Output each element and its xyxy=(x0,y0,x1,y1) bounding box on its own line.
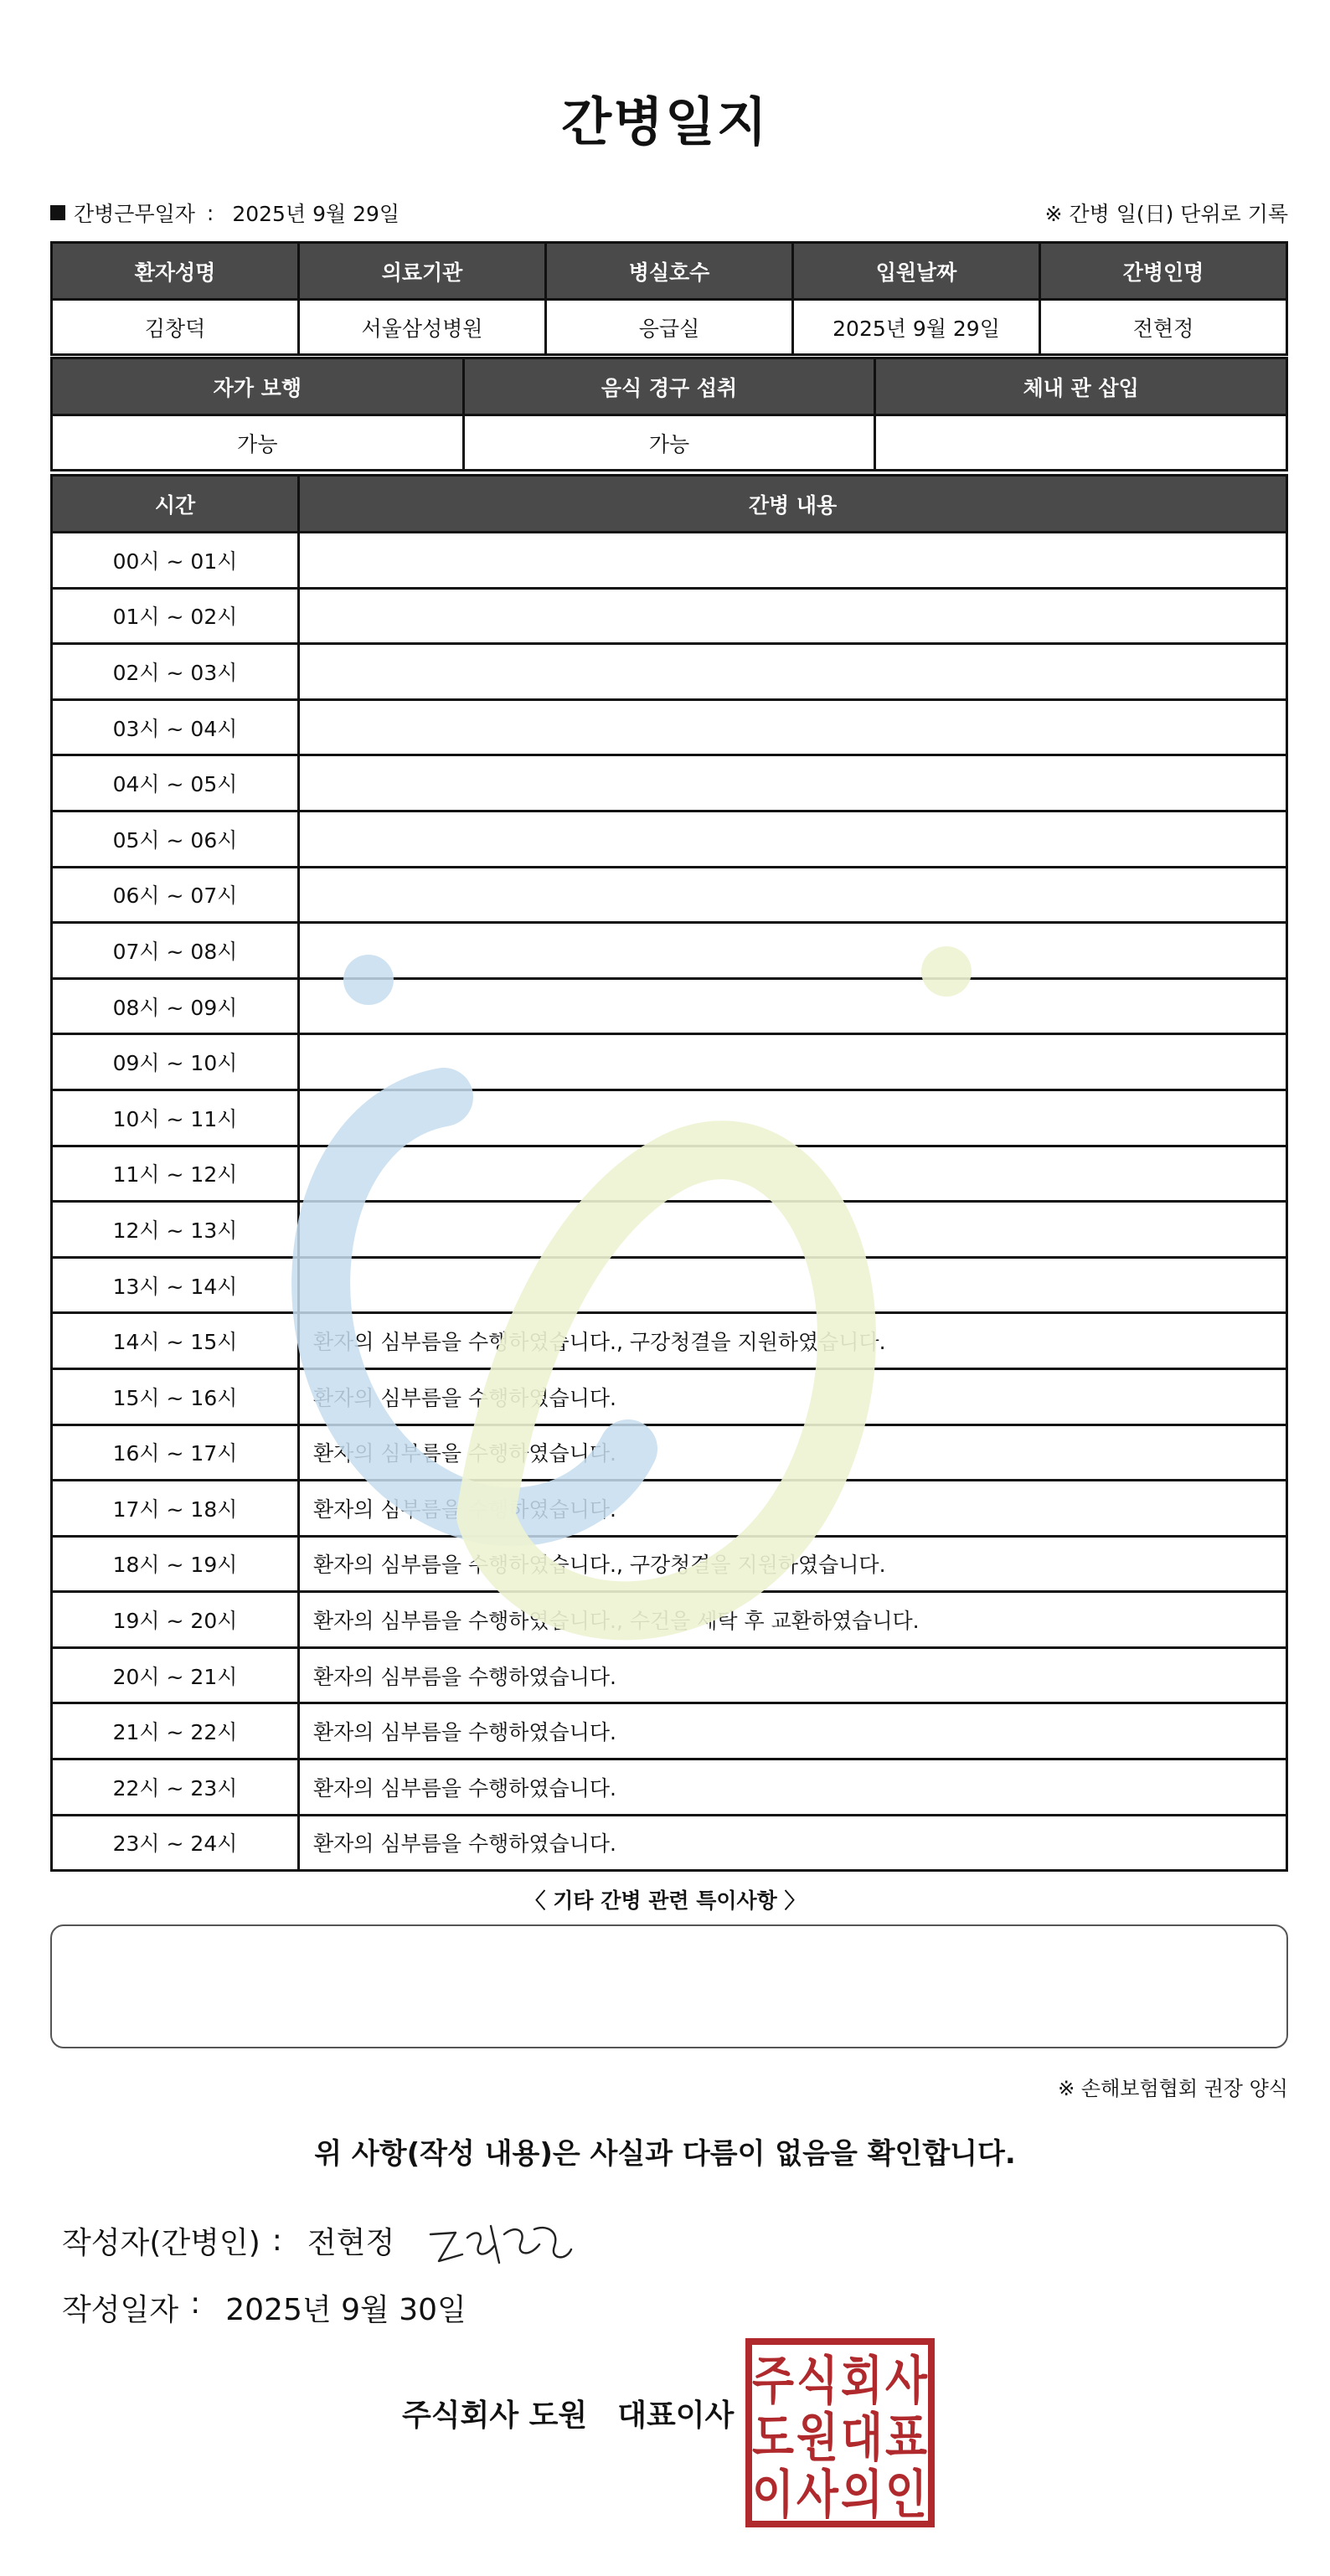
seal-character: 사 xyxy=(796,2464,839,2525)
seal-character: 의 xyxy=(841,2464,883,2525)
seal-character: 이 xyxy=(752,2464,794,2525)
care-content-cell: 환자의 심부름을 수행하였습니다. xyxy=(299,1481,1287,1537)
care-content-cell: 환자의 심부름을 수행하였습니다. xyxy=(299,1759,1287,1816)
table-row xyxy=(52,811,1287,867)
confirmation-statement: 위 사항(작성 내용)은 사실과 다름이 없음을 확인합니다. xyxy=(314,2137,1016,2171)
seal-character: 대 xyxy=(841,2407,883,2468)
table-row xyxy=(52,1759,1287,1816)
value-tube-insertion xyxy=(875,415,1287,471)
table-row xyxy=(52,1090,1287,1146)
work-date-value: 2025년 9월 29일 xyxy=(232,202,400,226)
table-row xyxy=(52,1425,1287,1481)
time-cell: 07시 ~ 08시 xyxy=(52,923,299,979)
value-oral-intake: 가능 xyxy=(463,415,875,471)
time-cell: 04시 ~ 05시 xyxy=(52,755,299,811)
time-cell: 03시 ~ 04시 xyxy=(52,699,299,755)
care-content-cell: 환자의 심부름을 수행하였습니다. xyxy=(299,1703,1287,1759)
table-row xyxy=(52,1815,1287,1871)
handwritten-signature xyxy=(424,2209,575,2276)
writer-line xyxy=(62,2219,394,2262)
time-cell: 11시 ~ 12시 xyxy=(52,1146,299,1202)
table-row xyxy=(52,1034,1287,1090)
table-row xyxy=(52,755,1287,811)
time-cell: 13시 ~ 14시 xyxy=(52,1257,299,1313)
time-cell: 06시 ~ 07시 xyxy=(52,867,299,923)
unit-note: ※ 간병 일(日) 단위로 기록 xyxy=(1044,202,1288,226)
care-content-cell xyxy=(299,811,1287,867)
table-row xyxy=(52,1202,1287,1258)
company-signature-line xyxy=(402,2392,734,2434)
care-content-cell xyxy=(299,1257,1287,1313)
work-date-line xyxy=(50,198,400,228)
seal-character: 회 xyxy=(841,2350,883,2411)
care-log-table xyxy=(50,474,1288,1872)
care-content-cell xyxy=(299,867,1287,923)
time-cell: 10시 ~ 11시 xyxy=(52,1090,299,1146)
time-cell: 12시 ~ 13시 xyxy=(52,1202,299,1258)
time-cell: 20시 ~ 21시 xyxy=(52,1647,299,1703)
table-row xyxy=(52,1313,1287,1369)
company-seal-stamp xyxy=(745,2338,935,2527)
care-content-cell xyxy=(299,923,1287,979)
table-row xyxy=(52,1257,1287,1313)
written-date-value: 2025년 9월 30일 xyxy=(225,2293,467,2327)
time-cell: 21시 ~ 22시 xyxy=(52,1703,299,1759)
special-notes-box xyxy=(50,1924,1288,2048)
table-row xyxy=(52,923,1287,979)
time-cell: 01시 ~ 02시 xyxy=(52,588,299,644)
care-content-cell: 환자의 심부름을 수행하였습니다., 구강청결을 지원하였습니다. xyxy=(299,1313,1287,1369)
time-cell: 16시 ~ 17시 xyxy=(52,1425,299,1481)
company-name: 주식회사 도원 xyxy=(402,2398,588,2433)
table-row xyxy=(52,1647,1287,1703)
value-caregiver-name: 전현정 xyxy=(1040,300,1287,355)
header-self-walking: 자가 보행 xyxy=(52,358,464,415)
time-cell: 02시 ~ 03시 xyxy=(52,644,299,700)
care-content-cell: 환자의 심부름을 수행하였습니다. xyxy=(299,1647,1287,1703)
patient-info-table xyxy=(50,241,1288,356)
patient-status-table xyxy=(50,357,1288,471)
header-oral-intake: 음식 경구 섭취 xyxy=(463,358,875,415)
value-self-walking: 가능 xyxy=(52,415,464,471)
care-content-cell xyxy=(299,1090,1287,1146)
writer-name: 전현정 xyxy=(307,2226,395,2260)
time-cell: 15시 ~ 16시 xyxy=(52,1368,299,1425)
time-cell: 22시 ~ 23시 xyxy=(52,1759,299,1816)
patient-status-value-row xyxy=(52,415,1287,471)
value-patient-name: 김창덕 xyxy=(52,300,299,355)
care-content-cell xyxy=(299,1146,1287,1202)
header-patient-name: 환자성명 xyxy=(52,243,299,300)
value-room: 응급실 xyxy=(546,300,793,355)
value-admission-date: 2025년 9월 29일 xyxy=(793,300,1040,355)
seal-character: 식 xyxy=(796,2350,838,2411)
care-content-cell: 환자의 심부름을 수행하였습니다. xyxy=(299,1815,1287,1871)
time-cell: 17시 ~ 18시 xyxy=(52,1481,299,1537)
written-date-separator: : xyxy=(190,2286,201,2321)
table-row xyxy=(52,1481,1287,1537)
time-cell: 05시 ~ 06시 xyxy=(52,811,299,867)
meta-row xyxy=(50,198,1288,228)
header-time: 시간 xyxy=(52,476,299,533)
time-cell: 23시 ~ 24시 xyxy=(52,1815,299,1871)
work-date-separator: : xyxy=(206,200,214,225)
seal-character: 표 xyxy=(885,2407,928,2468)
patient-status-header-row xyxy=(52,358,1287,415)
care-content-cell: 환자의 심부름을 수행하였습니다. xyxy=(299,1425,1287,1481)
care-content-cell: 환자의 심부름을 수행하였습니다., 구강청결을 지원하였습니다. xyxy=(299,1536,1287,1592)
table-row xyxy=(52,867,1287,923)
table-row xyxy=(52,1703,1287,1759)
special-notes-title: 〈 기타 간병 관련 특이사항 〉 xyxy=(524,1888,806,1913)
time-cell: 19시 ~ 20시 xyxy=(52,1592,299,1648)
written-date-line xyxy=(62,2286,467,2329)
table-row xyxy=(52,1592,1287,1648)
time-cell: 08시 ~ 09시 xyxy=(52,978,299,1034)
care-content-cell xyxy=(299,699,1287,755)
header-hospital: 의료기관 xyxy=(299,243,546,300)
company-representative-title: 대표이사 xyxy=(617,2398,735,2433)
care-log-body xyxy=(52,533,1287,1871)
care-content-cell xyxy=(299,1202,1287,1258)
header-caregiver-name: 간병인명 xyxy=(1040,243,1287,300)
table-row xyxy=(52,533,1287,589)
care-content-cell xyxy=(299,588,1287,644)
writer-label: 작성자(간병인) xyxy=(62,2226,260,2260)
header-room: 병실호수 xyxy=(546,243,793,300)
header-admission-date: 입원날짜 xyxy=(793,243,1040,300)
seal-character: 사 xyxy=(885,2350,928,2411)
care-content-cell xyxy=(299,978,1287,1034)
care-content-cell xyxy=(299,755,1287,811)
seal-character: 인 xyxy=(885,2464,927,2525)
table-row xyxy=(52,644,1287,700)
form-source-note: ※ 손해보험협회 권장 양식 xyxy=(1058,2077,1288,2100)
writer-separator: : xyxy=(271,2223,282,2258)
patient-info-value-row xyxy=(52,300,1287,355)
table-row xyxy=(52,699,1287,755)
table-row xyxy=(52,1536,1287,1592)
seal-character: 도 xyxy=(752,2407,795,2468)
care-content-cell: 환자의 심부름을 수행하였습니다. xyxy=(299,1368,1287,1425)
table-row xyxy=(52,978,1287,1034)
care-log-header-row xyxy=(52,476,1287,533)
care-content-cell xyxy=(299,1034,1287,1090)
care-content-cell: 환자의 심부름을 수행하였습니다., 수건을 세탁 후 교환하였습니다. xyxy=(299,1592,1287,1648)
seal-character: 주 xyxy=(752,2350,795,2411)
patient-info-header-row xyxy=(52,243,1287,300)
time-cell: 18시 ~ 19시 xyxy=(52,1536,299,1592)
time-cell: 14시 ~ 15시 xyxy=(52,1313,299,1369)
table-row xyxy=(52,1146,1287,1202)
work-date-label: 간병근무일자 xyxy=(74,202,195,226)
care-content-cell xyxy=(299,533,1287,589)
time-cell: 09시 ~ 10시 xyxy=(52,1034,299,1090)
written-date-label: 작성일자 xyxy=(62,2293,179,2327)
header-care-content: 간병 내용 xyxy=(299,476,1287,533)
time-cell: 00시 ~ 01시 xyxy=(52,533,299,589)
table-row xyxy=(52,1368,1287,1425)
black-square-icon xyxy=(50,205,65,220)
table-row xyxy=(52,588,1287,644)
header-tube-insertion: 체내 관 삽입 xyxy=(875,358,1287,415)
value-hospital: 서울삼성병원 xyxy=(299,300,546,355)
seal-character: 원 xyxy=(796,2407,838,2468)
care-content-cell xyxy=(299,644,1287,700)
page-title: 간병일지 xyxy=(561,91,769,152)
